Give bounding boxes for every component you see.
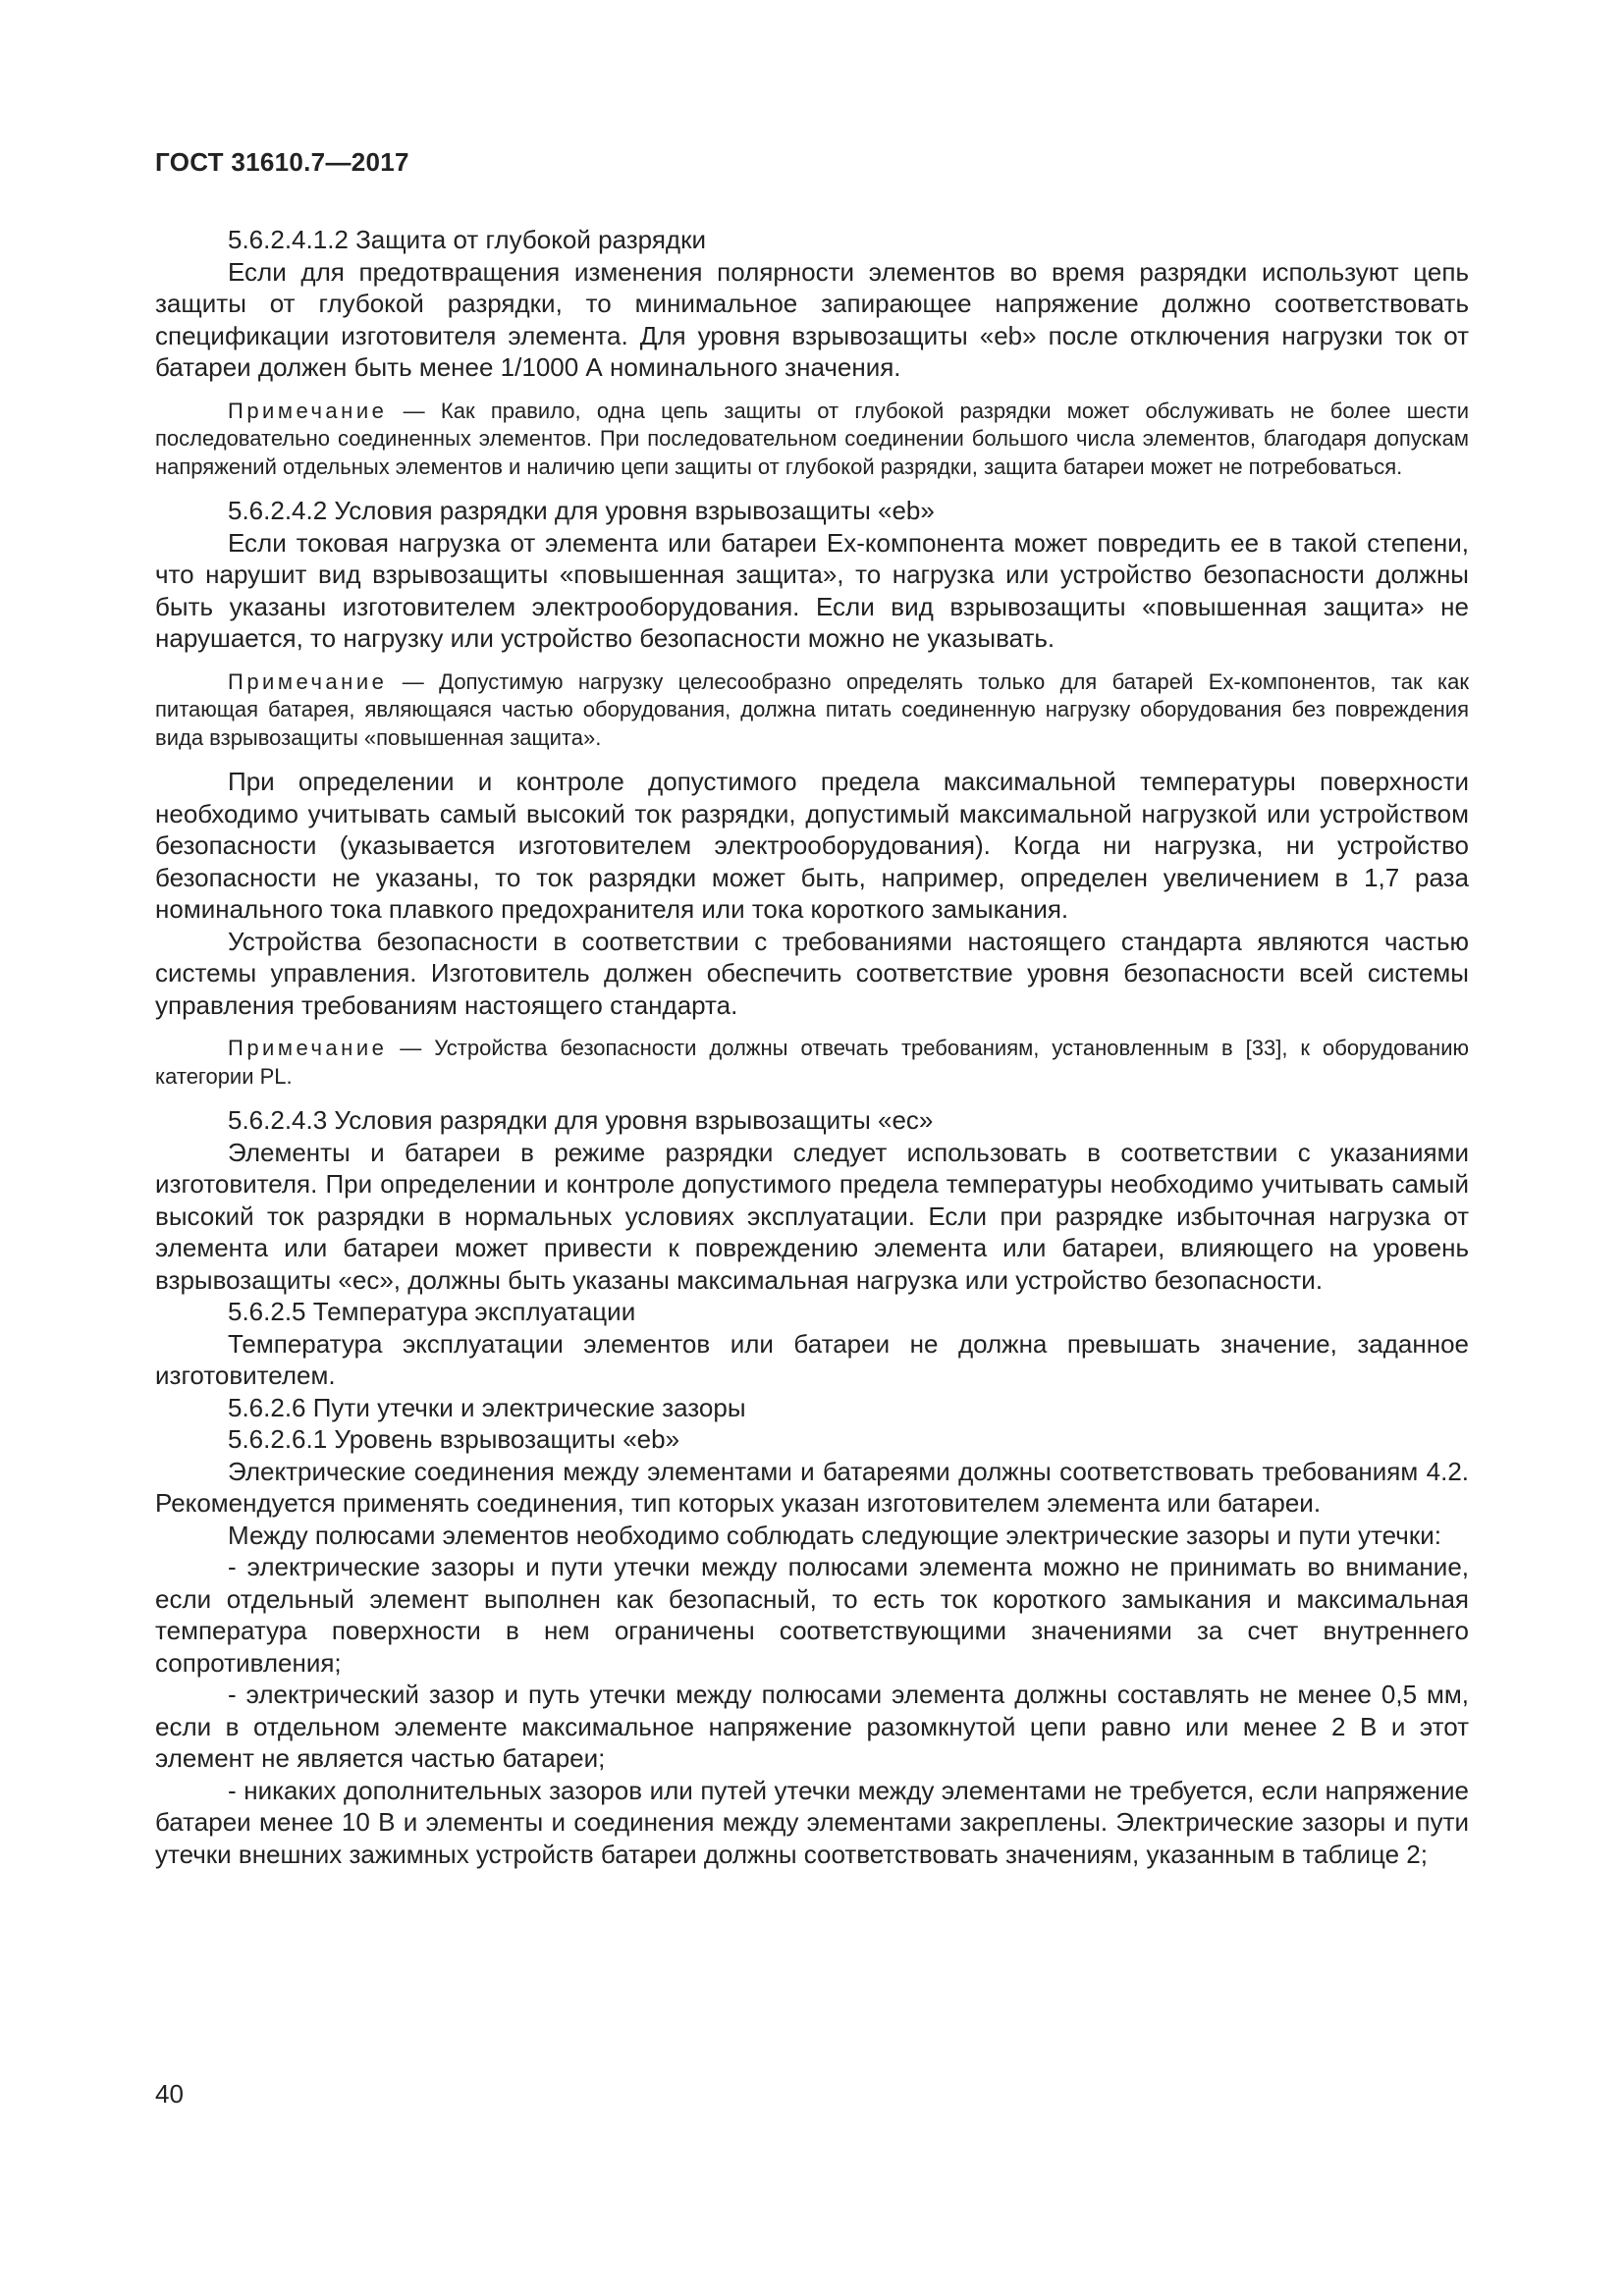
body-paragraph: Электрические соединения между элементами и батареями должны соответствовать требованиям 4.2. Рекомендуется применять соединения, тип которых указан изготовителем элемента или батареи. [155,1456,1469,1518]
note-label: Примечание [228,1036,388,1060]
body-paragraph: Если токовая нагрузка от элемента или батареи Ex-компонента может повредить ее в такой степени, что нарушит вид взрывозащиты «повышенная защита», то нагрузка или устройство безопасности должны быть указаны изготовителем электрооборудования. Если вид взрывозащиты «повышенная защита» не нарушается, то нагрузку или устройство безопасности можно не указывать. [155,527,1469,653]
note-text: — Допустимую нагрузку целесообразно определять только для батарей Ex-компонентов, так как питающая батарея, являющаяся частью оборудования, должна питать соединенную нагрузку оборудования без повреждения вида взрывозащиты «повышенная защита». [155,668,1469,750]
body-paragraph: Если для предотвращения изменения полярности элементов во время разрядки используют цепь защиты от глубокой разрядки, то минимальное запирающее напряжение должно соответствовать спецификации изготовителя элемента. Для уровня взрывозащиты «eb» после отключения нагрузки ток от батареи должен быть менее 1/1000 А номинального значения. [155,256,1469,382]
body-paragraph: 5.6.2.5 Температура эксплуатации [228,1297,636,1326]
document-body [155,224,1469,1870]
note-paragraph [155,1035,1469,1091]
body-paragraph: 5.6.2.6 Пути утечки и электрические зазоры [228,1392,746,1422]
body-paragraph: При определении и контроле допустимого предела максимальной температуры поверхности необходимо учитывать самый высокий ток разрядки, допустимый максимальной нагрузкой или устройством безопасности (указывается изготовителем электрооборудования). Когда ни нагрузка, ни устройство безопасности не указаны, то ток разрядки может быть, например, определен увеличением в 1,7 раза номинального тока плавкого предохранителя или тока короткого замыкания. [155,767,1469,924]
document-header: ГОСТ 31610.7—2017 [155,147,409,177]
note-text: — Как правило, одна цепь защиты от глубокой разрядки может обслуживать не более шести последовательно соединенных элементов. При последовательном соединении большого числа элементов, благодаря допускам напряжений отдельных элементов и наличию цепи защиты от глубокой разрядки, защита батареи может не потребоваться. [155,398,1469,479]
note-paragraph [155,398,1469,482]
body-paragraph: Температура эксплуатации элементов или батареи не должна превышать значение, заданное изготовителем. [155,1328,1469,1390]
body-paragraph: - электрический зазор и путь утечки между полюсами элемента должны составлять не менее 0,5 мм, если в отдельном элементе максимальное напряжение разомкнутой цепи равно или менее 2 В и этот элемент не является частью батареи; [155,1680,1469,1773]
body-paragraph: 5.6.2.4.1.2 Защита от глубокой разрядки [228,225,706,254]
body-paragraph: - никаких дополнительных зазоров или путей утечки между элементами не требуется, если напряжение батареи менее 10 В и элементы и соединения между элементами закреплены. Электрические зазоры и пути утечки внешних зажимных устройств батареи должны соответствовать значениям, указанным в таблице 2; [155,1775,1469,1869]
body-paragraph: - электрические зазоры и пути утечки между полюсами элемента можно не принимать во внимание, если отдельный элемент выполнен как безопасный, то есть ток короткого замыкания и максимальная температура поверхности в нем ограничены соответствующими значениями за счет внутреннего сопротивления; [155,1552,1469,1678]
body-paragraph: Элементы и батареи в режиме разрядки следует использовать в соответствии с указаниями изготовителя. При определении и контроле допустимого предела температуры необходимо учитывать самый высокий ток разрядки в нормальных условиях эксплуатации. Если при разрядке избыточная нагрузка от элемента или батареи может привести к повреждению элемента или батареи, влияющего на уровень взрывозащиты «ec», должны быть указаны максимальная нагрузка или устройство безопасности. [155,1137,1469,1295]
note-text: — Устройства безопасности должны отвечать требованиям, установленным в [33], к оборудованию категории PL. [155,1036,1469,1089]
body-paragraph: 5.6.2.4.3 Условия разрядки для уровня взрывозащиты «ec» [228,1105,934,1135]
note-label: Примечание [228,398,388,423]
page-number: 40 [155,2079,184,2109]
body-paragraph: Между полюсами элементов необходимо соблюдать следующие электрические зазоры и пути утечки: [228,1520,1441,1550]
note-paragraph [155,668,1469,753]
note-label: Примечание [228,668,388,694]
body-paragraph: 5.6.2.6.1 Уровень взрывозащиты «eb» [228,1424,680,1454]
body-paragraph: 5.6.2.4.2 Условия разрядки для уровня взрывозащиты «eb» [228,496,935,525]
body-paragraph: Устройства безопасности в соответствии с требованиями настоящего стандарта являются частью системы управления. Изготовитель должен обеспечить соответствие уровня безопасности всей системы управления требованиям настоящего стандарта. [155,926,1469,1020]
